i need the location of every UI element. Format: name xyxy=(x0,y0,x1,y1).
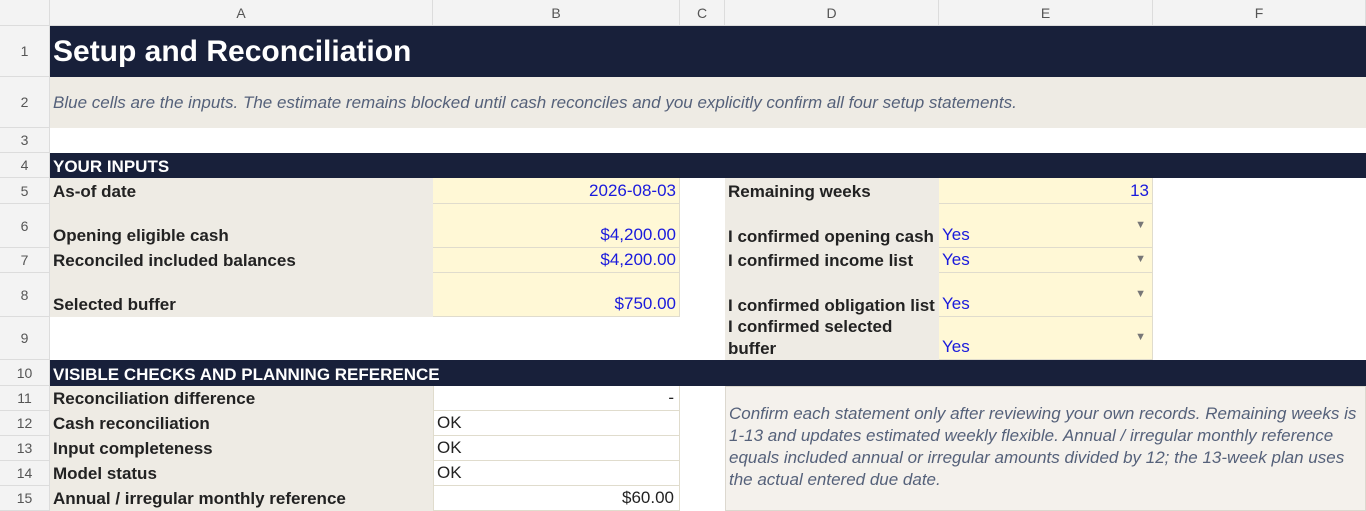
annual-monthly-reference-value[interactable]: $60.00 xyxy=(433,486,680,511)
column-header-b[interactable]: B xyxy=(433,0,680,26)
as-of-date-label[interactable]: As-of date xyxy=(50,178,433,204)
row-header-4[interactable]: 4 xyxy=(0,153,50,178)
dropdown-arrow-icon[interactable]: ▼ xyxy=(1135,331,1146,343)
reconciliation-difference-value[interactable]: - xyxy=(433,386,680,411)
column-header-c[interactable]: C xyxy=(680,0,725,26)
reconciled-balances-input[interactable]: $4,200.00 xyxy=(433,248,680,273)
column-header-d[interactable]: D xyxy=(725,0,939,26)
column-header-f[interactable]: F xyxy=(1153,0,1366,26)
row-header-3[interactable]: 3 xyxy=(0,128,50,153)
dropdown-arrow-icon[interactable]: ▼ xyxy=(1135,287,1146,300)
confirm-opening-cash-dropdown[interactable] xyxy=(939,204,1153,248)
row-header-8[interactable]: 8 xyxy=(0,273,50,317)
confirm-income-list-value: Yes xyxy=(942,250,970,269)
confirm-selected-buffer-label[interactable]: I confirmed selected buffer xyxy=(725,317,939,360)
confirm-obligation-list-dropdown[interactable] xyxy=(939,273,1153,317)
reconciled-balances-label[interactable]: Reconciled included balances xyxy=(50,248,433,273)
opening-cash-input[interactable]: $4,200.00 xyxy=(433,204,680,248)
row-header-6[interactable]: 6 xyxy=(0,204,50,248)
row-header-14[interactable]: 14 xyxy=(0,461,50,486)
opening-cash-label[interactable]: Opening eligible cash xyxy=(50,204,433,248)
row-header-13[interactable]: 13 xyxy=(0,436,50,461)
page-title[interactable]: Setup and Reconciliation xyxy=(50,26,1366,77)
confirm-income-list-dropdown[interactable] xyxy=(939,248,1153,273)
row-header-15[interactable]: 15 xyxy=(0,486,50,511)
confirm-opening-cash-label[interactable]: I confirmed opening cash xyxy=(725,204,939,248)
select-all-corner[interactable] xyxy=(0,0,50,26)
column-header-e[interactable]: E xyxy=(939,0,1153,26)
confirm-obligation-list-label[interactable]: I confirmed obligation list xyxy=(725,273,939,317)
cash-reconciliation-label[interactable]: Cash reconciliation xyxy=(50,411,433,436)
input-completeness-value[interactable]: OK xyxy=(433,436,680,461)
row-header-11[interactable]: 11 xyxy=(0,386,50,411)
row-header-1[interactable]: 1 xyxy=(0,26,50,77)
dropdown-arrow-icon[interactable]: ▼ xyxy=(1135,218,1146,231)
annual-monthly-reference-label[interactable]: Annual / irregular monthly reference xyxy=(50,486,433,511)
row-header-5[interactable]: 5 xyxy=(0,178,50,204)
row-header-2[interactable]: 2 xyxy=(0,77,50,128)
confirm-income-list-label[interactable]: I confirmed income list xyxy=(725,248,939,273)
dropdown-arrow-icon[interactable]: ▼ xyxy=(1135,253,1146,265)
confirm-opening-cash-value: Yes xyxy=(942,225,970,244)
section-header-inputs[interactable]: YOUR INPUTS xyxy=(50,153,1366,178)
as-of-date-input[interactable]: 2026-08-03 xyxy=(433,178,680,204)
selected-buffer-label[interactable]: Selected buffer xyxy=(50,273,433,317)
column-header-a[interactable]: A xyxy=(50,0,433,26)
cash-reconciliation-value[interactable]: OK xyxy=(433,411,680,436)
guidance-note[interactable]: Confirm each statement only after reviewing your own records. Remaining weeks is 1-13 and updates estimated weekly flexible. Annual / irregular monthly reference equals included annual or irregular amounts divided by 12; the 13-week plan uses the actual entered due date. xyxy=(725,386,1366,511)
row-header-9[interactable]: 9 xyxy=(0,317,50,360)
model-status-value[interactable]: OK xyxy=(433,461,680,486)
row-header-12[interactable]: 12 xyxy=(0,411,50,436)
model-status-label[interactable]: Model status xyxy=(50,461,433,486)
reconciliation-difference-label[interactable]: Reconciliation difference xyxy=(50,386,433,411)
input-completeness-label[interactable]: Input completeness xyxy=(50,436,433,461)
selected-buffer-input[interactable]: $750.00 xyxy=(433,273,680,317)
remaining-weeks-label[interactable]: Remaining weeks xyxy=(725,178,939,204)
row-header-7[interactable]: 7 xyxy=(0,248,50,273)
row-header-10[interactable]: 10 xyxy=(0,360,50,386)
confirm-obligation-list-value: Yes xyxy=(942,294,970,313)
confirm-selected-buffer-value: Yes xyxy=(942,337,970,356)
remaining-weeks-input[interactable]: 13 xyxy=(939,178,1153,204)
section-header-checks[interactable]: VISIBLE CHECKS AND PLANNING REFERENCE xyxy=(50,360,1366,386)
confirm-selected-buffer-dropdown[interactable] xyxy=(939,317,1153,360)
instructions-note[interactable]: Blue cells are the inputs. The estimate remains blocked until cash reconciles and you explicitly confirm all four setup statements. xyxy=(50,77,1366,128)
